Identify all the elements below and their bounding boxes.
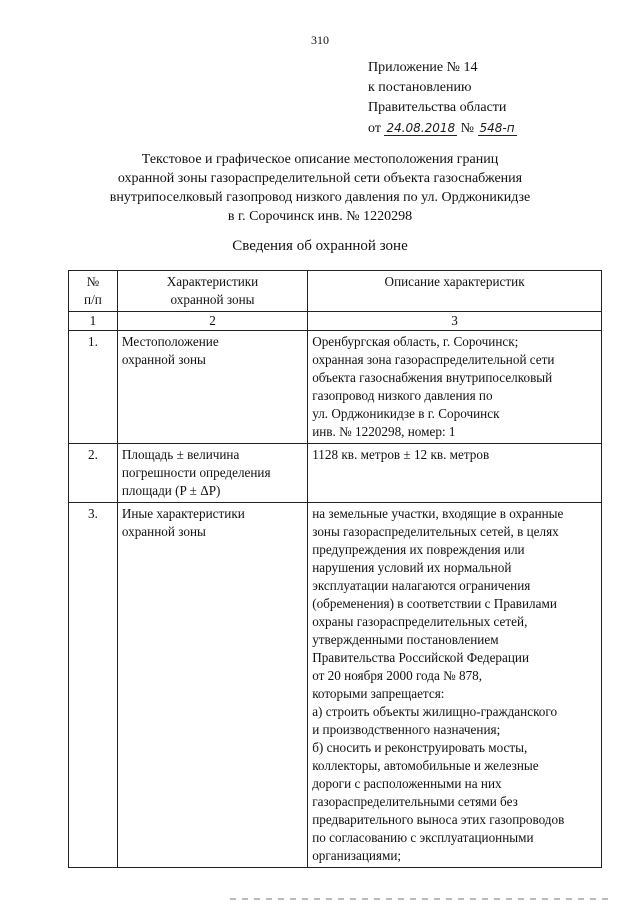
header-text: охранной зоны (170, 292, 255, 307)
cell-line: Иные характеристики (121, 506, 245, 521)
row-description (308, 503, 602, 868)
cell-line: (обременения) в соответствии с Правилами (312, 596, 557, 611)
cell-line: нарушения условий их нормальной (312, 560, 512, 575)
cell-line: б) сносить и реконструировать мосты, (312, 740, 528, 755)
cell-line: коллекторы, автомобильные и железные (312, 758, 539, 773)
title-line: внутрипоселковый газопровод низкого давления по ул. Орджоникидзе (109, 190, 531, 205)
cell-line: газопровод низкого давления по (312, 388, 493, 403)
row-characteristic (117, 503, 307, 868)
column-number: 1 (69, 312, 118, 331)
row-characteristic (117, 444, 307, 503)
cell-line: инв. № 1220298, номер: 1 (312, 424, 456, 439)
row-characteristic (117, 331, 307, 444)
row-number: 1. (69, 331, 118, 444)
cell-line: предварительного выноса этих газопроводов (312, 812, 565, 827)
cell-line: газораспределительными сетями без (312, 794, 518, 809)
cell-line: Оренбургская область, г. Сорочинск; (312, 334, 519, 349)
cell-line: а) строить объекты жилищно-гражданского (312, 704, 558, 719)
table-row (69, 503, 602, 868)
handwritten-date: 24.08.2018 (386, 121, 456, 135)
cell-line: охранной зоны (121, 352, 206, 367)
appendix-line-1: Приложение № 14 (368, 60, 478, 75)
header-number (69, 271, 118, 312)
cell-line: охраны газораспределительных сетей, (312, 614, 528, 629)
cell-line: 1128 кв. метров ± 12 кв. метров (312, 447, 490, 462)
cell-line: площади (P ± ΔP) (121, 483, 221, 498)
row-number: 2. (69, 444, 118, 503)
header-text: Описание характеристик (384, 274, 525, 289)
cell-line: от 20 ноября 2000 года № 878, (312, 668, 483, 683)
appendix-number-label: № (460, 121, 475, 136)
header-text: № (86, 274, 100, 289)
appendix-date-line (368, 118, 517, 139)
cell-line: погрешности определения (121, 465, 271, 480)
header-description (308, 271, 602, 312)
appendix-line-2: к постановлению (368, 80, 472, 95)
cell-line: предупреждения их повреждения или (312, 542, 525, 557)
row-description (308, 444, 602, 503)
handwritten-number: 548-п (479, 121, 515, 135)
header-characteristics (117, 271, 307, 312)
cell-line: Правительства Российской Федерации (312, 650, 530, 665)
appendix-block (368, 58, 517, 139)
cell-line: объекта газоснабжения внутрипоселковый (312, 370, 553, 385)
header-text: п/п (84, 292, 102, 307)
row-number: 3. (69, 503, 118, 868)
table-header-row (69, 271, 602, 312)
document-title (0, 150, 640, 226)
cell-line: охранная зона газораспределительной сети (312, 352, 555, 367)
cell-line: Площадь ± величина (121, 447, 240, 462)
cell-line: эксплуатации налагаются ограничения (312, 578, 531, 593)
appendix-from-prefix: от (368, 121, 381, 136)
cell-line: которыми запрещается: (312, 686, 445, 701)
cell-line: по согласованию с эксплуатационными (312, 830, 534, 845)
column-number: 3 (308, 312, 602, 331)
appendix-line-3: Правительства области (368, 100, 507, 115)
cell-line: и производственного назначения; (312, 722, 501, 737)
table-row (69, 444, 602, 503)
cell-line: на земельные участки, входящие в охранные (312, 506, 564, 521)
cell-line: зоны газораспределительных сетей, в целях (312, 524, 559, 539)
cell-line: Местоположение (121, 334, 219, 349)
scan-artifact-line (230, 898, 610, 900)
cell-line: охранной зоны (121, 524, 206, 539)
table-row (69, 331, 602, 444)
row-description (308, 331, 602, 444)
section-subtitle: Сведения об охранной зоне (232, 238, 408, 254)
cell-line: ул. Орджоникидзе в г. Сорочинск (312, 406, 500, 421)
title-line: в г. Сорочинск инв. № 1220298 (227, 209, 413, 224)
cell-line: дороги с расположенными на них (312, 776, 502, 791)
title-line: Текстовое и графическое описание местоположения границ (141, 152, 499, 167)
header-text: Характеристики (166, 274, 259, 289)
cell-line: организациями; (312, 848, 402, 863)
protection-zone-table (68, 270, 602, 868)
title-line: охранной зоны газораспределительной сети объекта газоснабжения (117, 171, 523, 186)
column-number: 2 (117, 312, 307, 331)
column-number-row (69, 312, 602, 331)
page-number: 310 (311, 33, 329, 47)
cell-line: утвержденными постановлением (312, 632, 499, 647)
